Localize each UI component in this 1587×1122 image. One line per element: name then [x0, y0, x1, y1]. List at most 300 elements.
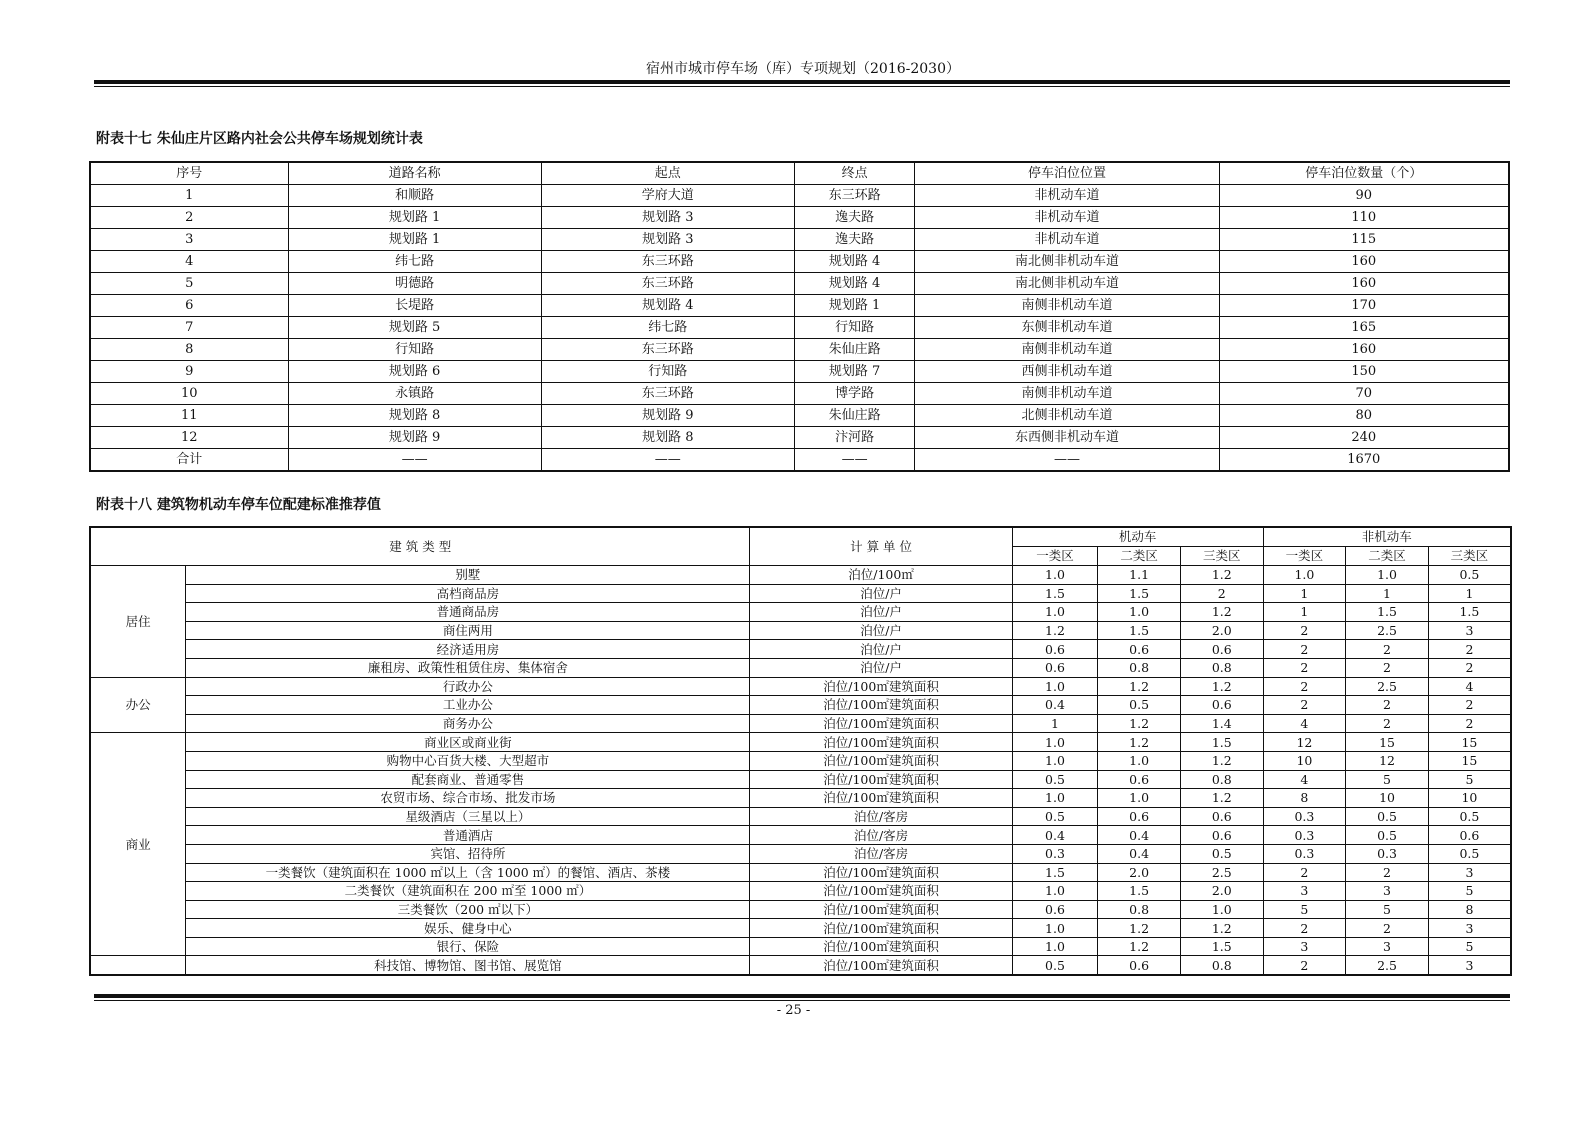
cell-count: 70 — [1219, 383, 1509, 405]
cell-nonmotor-zone1: 0.3 — [1263, 826, 1346, 845]
cell-motor-zone1: 1.0 — [1012, 937, 1098, 956]
cell-nonmotor-zone1: 12 — [1263, 733, 1346, 752]
cell-motor-zone3: 1.2 — [1180, 751, 1263, 770]
cell-index: 3 — [90, 229, 288, 251]
total-dash: —— — [915, 449, 1219, 472]
total-count: 1670 — [1219, 449, 1509, 472]
cell-location: 南侧非机动车道 — [915, 383, 1219, 405]
cell-motor-zone3: 1.2 — [1180, 603, 1263, 622]
cell-index: 4 — [90, 251, 288, 273]
cell-nonmotor-zone1: 2 — [1263, 658, 1346, 677]
cell-unit: 泊位/100㎡建筑面积 — [750, 882, 1012, 901]
cell-motor-zone2: 0.8 — [1098, 900, 1181, 919]
cell-building-type: 宾馆、招待所 — [186, 844, 750, 863]
cell-motor-zone1: 1 — [1012, 714, 1098, 733]
cell-unit: 泊位/100㎡建筑面积 — [750, 937, 1012, 956]
table-row — [90, 882, 1511, 901]
cell-nonmotor-zone3: 0.6 — [1428, 826, 1511, 845]
cell-motor-zone1: 0.5 — [1012, 956, 1098, 975]
cell-building-type: 别墅 — [186, 566, 750, 585]
cell-motor-zone3: 1.5 — [1180, 937, 1263, 956]
cell-unit: 泊位/100㎡建筑面积 — [750, 956, 1012, 975]
cell-motor-zone1: 1.0 — [1012, 566, 1098, 585]
cell-motor-zone2: 1.0 — [1098, 603, 1181, 622]
table17-title: 附表十七 朱仙庄片区路内社会公共停车场规划统计表 — [96, 131, 423, 147]
cell-motor-zone2: 1.2 — [1098, 919, 1181, 938]
cell-category: 商业 — [90, 733, 186, 956]
cell-category: 办公 — [90, 677, 186, 733]
cell-index: 8 — [90, 339, 288, 361]
cell-building-type: 二类餐饮（建筑面积在 200 ㎡至 1000 ㎡） — [186, 882, 750, 901]
cell-start: 东三环路 — [541, 339, 794, 361]
cell-unit: 泊位/100㎡建筑面积 — [750, 677, 1012, 696]
cell-road-name: 规划路 9 — [288, 427, 541, 449]
cell-index: 6 — [90, 295, 288, 317]
cell-count: 115 — [1219, 229, 1509, 251]
cell-unit: 泊位/户 — [750, 621, 1012, 640]
cell-count: 80 — [1219, 405, 1509, 427]
table-row — [90, 566, 1511, 585]
table-row — [90, 361, 1509, 383]
cell-motor-zone2: 1.2 — [1098, 937, 1181, 956]
cell-nonmotor-zone2: 0.3 — [1346, 844, 1429, 863]
table-row — [90, 789, 1511, 808]
cell-nonmotor-zone3: 2 — [1428, 658, 1511, 677]
col-header-building-type: 建 筑 类 型 — [90, 527, 750, 566]
cell-count: 240 — [1219, 427, 1509, 449]
col-header-motor: 机动车 — [1012, 527, 1263, 547]
table-row — [90, 317, 1509, 339]
table-row — [90, 844, 1511, 863]
cell-building-type: 娱乐、健身中心 — [186, 919, 750, 938]
col-header-nonmotor: 非机动车 — [1263, 527, 1511, 547]
cell-motor-zone2: 1.1 — [1098, 566, 1181, 585]
cell-building-type: 经济适用房 — [186, 640, 750, 659]
cell-motor-zone1: 0.6 — [1012, 900, 1098, 919]
cell-motor-zone3: 1.2 — [1180, 566, 1263, 585]
cell-unit: 泊位/客房 — [750, 826, 1012, 845]
cell-road-name: 规划路 8 — [288, 405, 541, 427]
cell-motor-zone3: 0.8 — [1180, 658, 1263, 677]
cell-nonmotor-zone1: 0.3 — [1263, 807, 1346, 826]
table-row — [90, 658, 1511, 677]
cell-nonmotor-zone1: 2 — [1263, 956, 1346, 975]
cell-nonmotor-zone3: 3 — [1428, 621, 1511, 640]
cell-nonmotor-zone2: 2 — [1346, 919, 1429, 938]
cell-nonmotor-zone1: 1 — [1263, 603, 1346, 622]
cell-building-type: 三类餐饮（200 ㎡以下） — [186, 900, 750, 919]
cell-nonmotor-zone3: 1.5 — [1428, 603, 1511, 622]
cell-nonmotor-zone1: 2 — [1263, 919, 1346, 938]
cell-nonmotor-zone2: 0.5 — [1346, 826, 1429, 845]
cell-nonmotor-zone2: 2 — [1346, 696, 1429, 715]
cell-start: 行知路 — [541, 361, 794, 383]
table-row — [90, 733, 1511, 752]
cell-nonmotor-zone1: 1 — [1263, 584, 1346, 603]
cell-location: 非机动车道 — [915, 229, 1219, 251]
total-dash: —— — [288, 449, 541, 472]
cell-nonmotor-zone2: 12 — [1346, 751, 1429, 770]
col-header-index: 序号 — [90, 162, 288, 185]
cell-index: 7 — [90, 317, 288, 339]
col-header-count: 停车泊位数量（个） — [1219, 162, 1509, 185]
cell-building-type: 商务办公 — [186, 714, 750, 733]
col-header-zone: 一类区 — [1012, 547, 1098, 566]
cell-nonmotor-zone2: 5 — [1346, 770, 1429, 789]
cell-unit: 泊位/户 — [750, 584, 1012, 603]
cell-index: 10 — [90, 383, 288, 405]
table-row — [90, 383, 1509, 405]
table-row — [90, 937, 1511, 956]
cell-building-type: 配套商业、普通零售 — [186, 770, 750, 789]
cell-road-name: 和顺路 — [288, 185, 541, 207]
col-header-road-name: 道路名称 — [288, 162, 541, 185]
cell-location: 北侧非机动车道 — [915, 405, 1219, 427]
cell-nonmotor-zone2: 2 — [1346, 714, 1429, 733]
cell-building-type: 商业区或商业街 — [186, 733, 750, 752]
table-row — [90, 251, 1509, 273]
cell-motor-zone1: 1.0 — [1012, 919, 1098, 938]
cell-building-type: 普通商品房 — [186, 603, 750, 622]
cell-unit: 泊位/户 — [750, 658, 1012, 677]
cell-nonmotor-zone3: 4 — [1428, 677, 1511, 696]
cell-building-type: 工业办公 — [186, 696, 750, 715]
cell-location: 非机动车道 — [915, 207, 1219, 229]
cell-motor-zone2: 1.0 — [1098, 789, 1181, 808]
cell-motor-zone1: 0.3 — [1012, 844, 1098, 863]
cell-road-name: 明德路 — [288, 273, 541, 295]
cell-nonmotor-zone3: 0.5 — [1428, 844, 1511, 863]
cell-building-type: 购物中心百货大楼、大型超市 — [186, 751, 750, 770]
cell-motor-zone3: 0.6 — [1180, 807, 1263, 826]
cell-count: 160 — [1219, 339, 1509, 361]
cell-motor-zone3: 0.6 — [1180, 640, 1263, 659]
table-row — [90, 714, 1511, 733]
cell-nonmotor-zone2: 1 — [1346, 584, 1429, 603]
cell-end: 逸夫路 — [794, 207, 914, 229]
cell-location: 西侧非机动车道 — [915, 361, 1219, 383]
table-row — [90, 339, 1509, 361]
cell-unit: 泊位/户 — [750, 603, 1012, 622]
cell-end: 行知路 — [794, 317, 914, 339]
cell-unit: 泊位/100㎡建筑面积 — [750, 714, 1012, 733]
cell-nonmotor-zone2: 15 — [1346, 733, 1429, 752]
cell-category: 居住 — [90, 566, 186, 678]
cell-nonmotor-zone2: 2 — [1346, 658, 1429, 677]
table-row — [90, 696, 1511, 715]
cell-motor-zone1: 1.5 — [1012, 584, 1098, 603]
cell-motor-zone2: 1.2 — [1098, 677, 1181, 696]
cell-end: 朱仙庄路 — [794, 339, 914, 361]
page-number: - 25 - — [776, 1003, 811, 1018]
table-row — [90, 770, 1511, 789]
cell-motor-zone2: 0.6 — [1098, 770, 1181, 789]
table-row — [90, 919, 1511, 938]
table-row — [90, 807, 1511, 826]
cell-motor-zone3: 2 — [1180, 584, 1263, 603]
table-row — [90, 826, 1511, 845]
cell-unit: 泊位/100㎡建筑面积 — [750, 770, 1012, 789]
cell-unit: 泊位/客房 — [750, 844, 1012, 863]
cell-motor-zone2: 1.5 — [1098, 584, 1181, 603]
cell-motor-zone3: 0.6 — [1180, 696, 1263, 715]
cell-nonmotor-zone3: 0.5 — [1428, 566, 1511, 585]
cell-road-name: 规划路 6 — [288, 361, 541, 383]
cell-motor-zone1: 1.0 — [1012, 789, 1098, 808]
cell-location: 南北侧非机动车道 — [915, 251, 1219, 273]
cell-unit: 泊位/100㎡建筑面积 — [750, 751, 1012, 770]
total-dash: —— — [794, 449, 914, 472]
cell-unit: 泊位/100㎡建筑面积 — [750, 696, 1012, 715]
cell-count: 165 — [1219, 317, 1509, 339]
cell-nonmotor-zone3: 3 — [1428, 863, 1511, 882]
cell-road-name: 规划路 5 — [288, 317, 541, 339]
cell-unit: 泊位/100㎡建筑面积 — [750, 919, 1012, 938]
cell-motor-zone3: 1.2 — [1180, 677, 1263, 696]
cell-end: 逸夫路 — [794, 229, 914, 251]
table-row — [90, 405, 1509, 427]
table-total-row — [90, 449, 1509, 472]
cell-nonmotor-zone2: 3 — [1346, 882, 1429, 901]
cell-motor-zone1: 1.2 — [1012, 621, 1098, 640]
cell-nonmotor-zone3: 5 — [1428, 770, 1511, 789]
cell-motor-zone1: 0.6 — [1012, 640, 1098, 659]
cell-motor-zone1: 0.5 — [1012, 807, 1098, 826]
cell-nonmotor-zone3: 3 — [1428, 919, 1511, 938]
table-row — [90, 863, 1511, 882]
cell-nonmotor-zone1: 5 — [1263, 900, 1346, 919]
cell-road-name: 行知路 — [288, 339, 541, 361]
cell-motor-zone3: 0.8 — [1180, 770, 1263, 789]
cell-start: 规划路 3 — [541, 229, 794, 251]
cell-building-type: 行政办公 — [186, 677, 750, 696]
col-header-location: 停车泊位位置 — [915, 162, 1219, 185]
cell-count: 160 — [1219, 251, 1509, 273]
cell-nonmotor-zone1: 0.3 — [1263, 844, 1346, 863]
cell-location: 东西侧非机动车道 — [915, 427, 1219, 449]
table-row — [90, 956, 1511, 975]
cell-end: 朱仙庄路 — [794, 405, 914, 427]
cell-nonmotor-zone3: 2 — [1428, 696, 1511, 715]
col-header-start: 起点 — [541, 162, 794, 185]
cell-motor-zone1: 1.0 — [1012, 677, 1098, 696]
table18-title: 附表十八 建筑物机动车停车位配建标准推荐值 — [96, 497, 381, 513]
cell-building-type: 农贸市场、综合市场、批发市场 — [186, 789, 750, 808]
cell-motor-zone1: 0.4 — [1012, 696, 1098, 715]
cell-motor-zone3: 1.4 — [1180, 714, 1263, 733]
cell-start: 纬七路 — [541, 317, 794, 339]
col-header-unit: 计 算 单 位 — [750, 527, 1012, 566]
cell-motor-zone2: 1.0 — [1098, 751, 1181, 770]
cell-building-type: 廉租房、政策性租赁住房、集体宿舍 — [186, 658, 750, 677]
cell-nonmotor-zone1: 2 — [1263, 696, 1346, 715]
cell-motor-zone2: 0.4 — [1098, 826, 1181, 845]
cell-start: 规划路 3 — [541, 207, 794, 229]
cell-index: 1 — [90, 185, 288, 207]
cell-building-type: 一类餐饮（建筑面积在 1000 ㎡以上（含 1000 ㎡）的餐馆、酒店、茶楼 — [186, 863, 750, 882]
cell-motor-zone2: 1.2 — [1098, 714, 1181, 733]
cell-count: 160 — [1219, 273, 1509, 295]
table-row — [90, 427, 1509, 449]
cell-motor-zone3: 1.5 — [1180, 733, 1263, 752]
cell-nonmotor-zone3: 3 — [1428, 956, 1511, 975]
cell-unit: 泊位/100㎡建筑面积 — [750, 863, 1012, 882]
cell-motor-zone1: 0.4 — [1012, 826, 1098, 845]
cell-unit: 泊位/100㎡建筑面积 — [750, 733, 1012, 752]
cell-nonmotor-zone3: 8 — [1428, 900, 1511, 919]
cell-start: 规划路 8 — [541, 427, 794, 449]
cell-nonmotor-zone1: 2 — [1263, 863, 1346, 882]
table-row — [90, 295, 1509, 317]
cell-nonmotor-zone3: 2 — [1428, 714, 1511, 733]
cell-end: 规划路 1 — [794, 295, 914, 317]
cell-motor-zone2: 1.5 — [1098, 882, 1181, 901]
cell-motor-zone1: 0.5 — [1012, 770, 1098, 789]
cell-motor-zone2: 0.8 — [1098, 658, 1181, 677]
cell-nonmotor-zone2: 5 — [1346, 900, 1429, 919]
cell-road-name: 永镇路 — [288, 383, 541, 405]
cell-location: 东侧非机动车道 — [915, 317, 1219, 339]
cell-end: 汴河路 — [794, 427, 914, 449]
cell-nonmotor-zone2: 2.5 — [1346, 621, 1429, 640]
cell-end: 规划路 4 — [794, 251, 914, 273]
cell-unit: 泊位/100㎡建筑面积 — [750, 900, 1012, 919]
table-row — [90, 603, 1511, 622]
cell-location: 非机动车道 — [915, 185, 1219, 207]
cell-building-type: 普通酒店 — [186, 826, 750, 845]
cell-motor-zone3: 0.5 — [1180, 844, 1263, 863]
cell-nonmotor-zone3: 10 — [1428, 789, 1511, 808]
cell-nonmotor-zone1: 3 — [1263, 882, 1346, 901]
cell-start: 东三环路 — [541, 251, 794, 273]
cell-building-type: 科技馆、博物馆、图书馆、展览馆 — [186, 956, 750, 975]
cell-motor-zone3: 2.0 — [1180, 621, 1263, 640]
cell-motor-zone3: 0.6 — [1180, 826, 1263, 845]
cell-nonmotor-zone3: 5 — [1428, 882, 1511, 901]
cell-index: 9 — [90, 361, 288, 383]
cell-nonmotor-zone3: 15 — [1428, 751, 1511, 770]
cell-nonmotor-zone1: 10 — [1263, 751, 1346, 770]
cell-nonmotor-zone2: 2.5 — [1346, 956, 1429, 975]
cell-nonmotor-zone1: 4 — [1263, 714, 1346, 733]
table-row — [90, 185, 1509, 207]
cell-motor-zone1: 0.6 — [1012, 658, 1098, 677]
table18-parking-standards — [89, 526, 1512, 976]
cell-nonmotor-zone1: 3 — [1263, 937, 1346, 956]
cell-motor-zone3: 2.0 — [1180, 882, 1263, 901]
col-header-zone: 三类区 — [1180, 547, 1263, 566]
cell-motor-zone1: 1.0 — [1012, 603, 1098, 622]
cell-motor-zone2: 1.5 — [1098, 621, 1181, 640]
cell-location: 南北侧非机动车道 — [915, 273, 1219, 295]
cell-nonmotor-zone2: 2.5 — [1346, 677, 1429, 696]
cell-motor-zone3: 0.8 — [1180, 956, 1263, 975]
cell-building-type: 商住两用 — [186, 621, 750, 640]
cell-start: 学府大道 — [541, 185, 794, 207]
table-row — [90, 677, 1511, 696]
table-row — [90, 640, 1511, 659]
cell-end: 规划路 7 — [794, 361, 914, 383]
table18-header-row-1 — [90, 527, 1511, 547]
col-header-zone: 二类区 — [1098, 547, 1181, 566]
cell-building-type: 银行、保险 — [186, 937, 750, 956]
cell-motor-zone3: 1.2 — [1180, 789, 1263, 808]
cell-nonmotor-zone2: 1.5 — [1346, 603, 1429, 622]
document-header-title: 宿州市城市停车场（库）专项规划（2016-2030） — [646, 61, 960, 77]
col-header-zone: 一类区 — [1263, 547, 1346, 566]
table-row — [90, 584, 1511, 603]
cell-motor-zone2: 0.6 — [1098, 807, 1181, 826]
total-dash: —— — [541, 449, 794, 472]
cell-road-name: 长堤路 — [288, 295, 541, 317]
cell-count: 170 — [1219, 295, 1509, 317]
cell-motor-zone2: 0.6 — [1098, 956, 1181, 975]
cell-category — [90, 956, 186, 975]
cell-index: 2 — [90, 207, 288, 229]
cell-road-name: 规划路 1 — [288, 229, 541, 251]
cell-road-name: 纬七路 — [288, 251, 541, 273]
cell-nonmotor-zone1: 4 — [1263, 770, 1346, 789]
cell-end: 规划路 4 — [794, 273, 914, 295]
cell-unit: 泊位/客房 — [750, 807, 1012, 826]
table17-header-row — [90, 162, 1509, 185]
cell-nonmotor-zone1: 2 — [1263, 640, 1346, 659]
table-row — [90, 751, 1511, 770]
cell-start: 东三环路 — [541, 273, 794, 295]
cell-index: 12 — [90, 427, 288, 449]
cell-nonmotor-zone1: 8 — [1263, 789, 1346, 808]
cell-motor-zone2: 0.5 — [1098, 696, 1181, 715]
cell-motor-zone3: 1.0 — [1180, 900, 1263, 919]
cell-count: 110 — [1219, 207, 1509, 229]
cell-nonmotor-zone2: 1.0 — [1346, 566, 1429, 585]
cell-building-type: 星级酒店（三星以上） — [186, 807, 750, 826]
cell-motor-zone1: 1.0 — [1012, 882, 1098, 901]
table-row — [90, 621, 1511, 640]
cell-nonmotor-zone2: 2 — [1346, 640, 1429, 659]
cell-index: 11 — [90, 405, 288, 427]
cell-nonmotor-zone2: 0.5 — [1346, 807, 1429, 826]
cell-end: 东三环路 — [794, 185, 914, 207]
cell-nonmotor-zone2: 10 — [1346, 789, 1429, 808]
cell-motor-zone3: 2.5 — [1180, 863, 1263, 882]
table-row — [90, 229, 1509, 251]
cell-start: 规划路 9 — [541, 405, 794, 427]
cell-nonmotor-zone2: 3 — [1346, 937, 1429, 956]
cell-end: 博学路 — [794, 383, 914, 405]
table-row — [90, 207, 1509, 229]
table17-on-street-parking — [89, 161, 1510, 472]
col-header-end: 终点 — [794, 162, 914, 185]
cell-nonmotor-zone3: 2 — [1428, 640, 1511, 659]
cell-nonmotor-zone3: 1 — [1428, 584, 1511, 603]
cell-count: 150 — [1219, 361, 1509, 383]
cell-nonmotor-zone3: 0.5 — [1428, 807, 1511, 826]
cell-unit: 泊位/户 — [750, 640, 1012, 659]
col-header-zone: 三类区 — [1428, 547, 1511, 566]
cell-nonmotor-zone1: 2 — [1263, 621, 1346, 640]
cell-motor-zone2: 1.2 — [1098, 733, 1181, 752]
footer-rule — [94, 994, 1510, 1001]
cell-motor-zone2: 0.4 — [1098, 844, 1181, 863]
cell-location: 南侧非机动车道 — [915, 339, 1219, 361]
cell-nonmotor-zone2: 2 — [1346, 863, 1429, 882]
cell-location: 南侧非机动车道 — [915, 295, 1219, 317]
cell-start: 东三环路 — [541, 383, 794, 405]
cell-nonmotor-zone3: 15 — [1428, 733, 1511, 752]
header-rule — [94, 80, 1510, 87]
cell-nonmotor-zone1: 1.0 — [1263, 566, 1346, 585]
